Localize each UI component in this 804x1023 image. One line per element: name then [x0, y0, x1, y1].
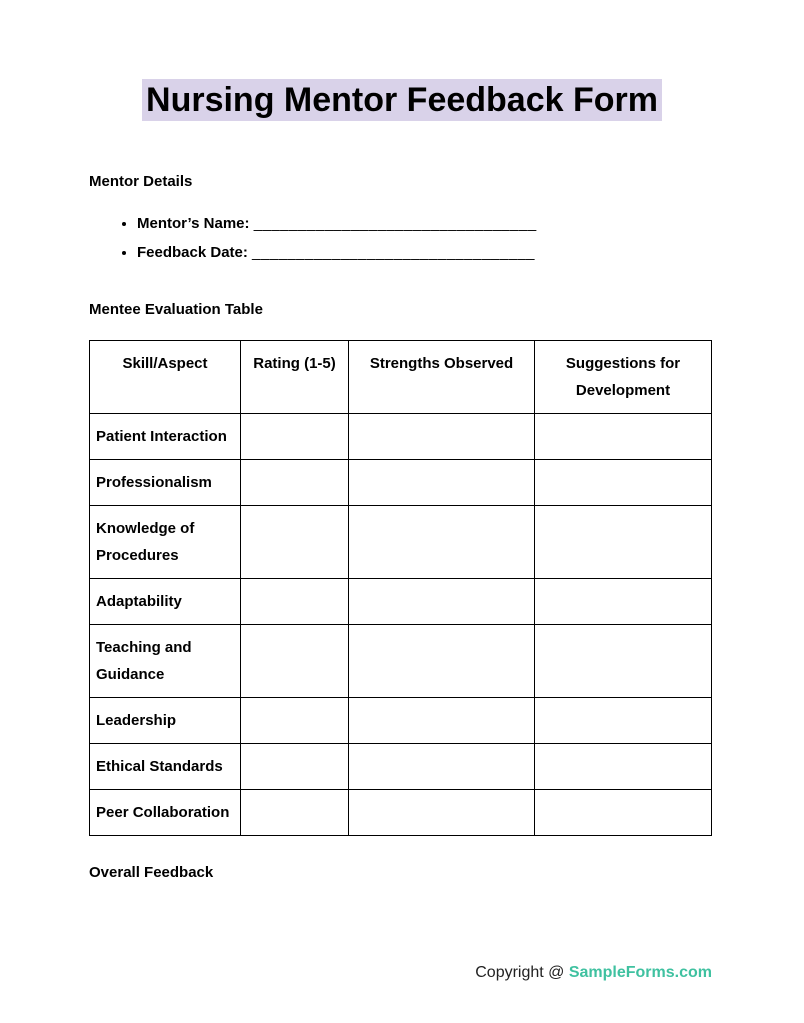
footer-copyright — [475, 964, 712, 982]
overall-feedback-heading: Overall Feedback — [89, 863, 214, 881]
suggestions-cell — [535, 413, 712, 459]
strengths-cell — [349, 578, 535, 624]
skill-cell: Adaptability — [90, 578, 241, 624]
skill-cell: Leadership — [90, 697, 241, 743]
table-row — [90, 743, 712, 789]
skill-cell: Peer Collaboration — [90, 789, 241, 835]
mentor-name-label: Mentor’s Name: — [137, 214, 250, 232]
suggestions-cell — [535, 578, 712, 624]
evaluation-table-heading: Mentee Evaluation Table — [89, 300, 263, 318]
rating-cell — [241, 789, 349, 835]
suggestions-cell — [535, 789, 712, 835]
table-row — [90, 697, 712, 743]
suggestions-cell — [535, 459, 712, 505]
feedback-date-label: Feedback Date: — [137, 243, 248, 261]
mentor-details-list — [89, 210, 712, 267]
skill-cell: Knowledge of Procedures — [90, 505, 241, 578]
skill-cell: Patient Interaction — [90, 413, 241, 459]
column-header-strengths: Strengths Observed — [349, 340, 535, 413]
strengths-cell — [349, 505, 535, 578]
rating-cell — [241, 697, 349, 743]
skill-cell: Ethical Standards — [90, 743, 241, 789]
rating-cell — [241, 624, 349, 697]
list-item-mentor-name — [137, 210, 712, 238]
sampleforms-brand-link[interactable]: SampleForms.com — [568, 964, 712, 981]
skill-cell: Teaching and Guidance — [90, 624, 241, 697]
rating-cell — [241, 505, 349, 578]
table-row — [90, 459, 712, 505]
strengths-cell — [349, 743, 535, 789]
list-item-feedback-date — [137, 239, 712, 267]
mentee-evaluation-table — [89, 340, 712, 836]
mentor-details-heading: Mentor Details — [89, 172, 193, 190]
strengths-cell — [349, 789, 535, 835]
document-content — [89, 173, 712, 881]
table-row — [90, 789, 712, 835]
page-title — [0, 80, 804, 121]
strengths-cell — [349, 697, 535, 743]
rating-cell — [241, 578, 349, 624]
table-row — [90, 578, 712, 624]
page-title-highlight: Nursing Mentor Feedback Form — [142, 79, 662, 121]
table-header-row — [90, 340, 712, 413]
mentor-name-blank-line: ________________________________ — [253, 214, 537, 232]
rating-cell — [241, 413, 349, 459]
skill-cell: Professionalism — [90, 459, 241, 505]
suggestions-cell — [535, 743, 712, 789]
suggestions-cell — [535, 697, 712, 743]
rating-cell — [241, 743, 349, 789]
strengths-cell — [349, 413, 535, 459]
strengths-cell — [349, 459, 535, 505]
copyright-text: Copyright @ — [475, 964, 569, 981]
column-header-rating: Rating (1-5) — [241, 340, 349, 413]
column-header-suggestions: Suggestions for Development — [535, 340, 712, 413]
feedback-date-blank-line: ________________________________ — [252, 243, 535, 261]
table-row — [90, 413, 712, 459]
rating-cell — [241, 459, 349, 505]
table-row — [90, 505, 712, 578]
strengths-cell — [349, 624, 535, 697]
table-row — [90, 624, 712, 697]
suggestions-cell — [535, 624, 712, 697]
column-header-skill: Skill/Aspect — [90, 340, 241, 413]
suggestions-cell — [535, 505, 712, 578]
